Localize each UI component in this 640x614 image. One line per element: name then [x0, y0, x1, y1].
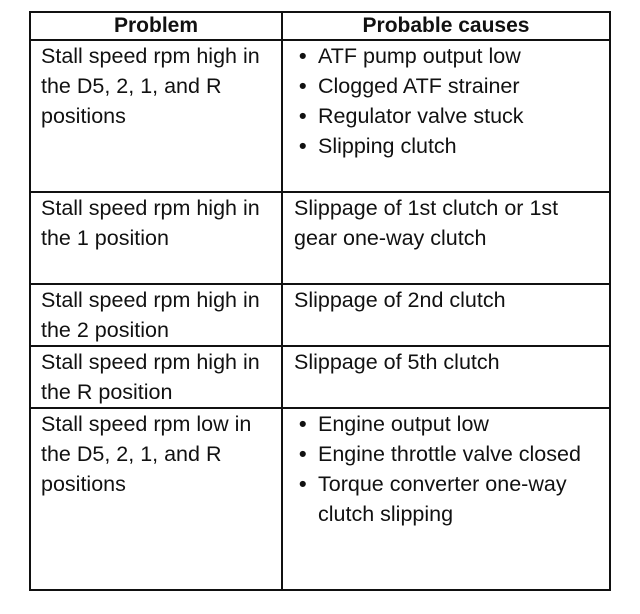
table-row — [30, 284, 610, 346]
causes-cell: Slippage of 1st clutch or 1st gear one-way clutch — [282, 192, 610, 284]
table-row — [30, 40, 610, 192]
cause-item: • Engine throttle valve closed — [294, 439, 603, 469]
header-row — [30, 12, 610, 40]
bullet-icon: • — [299, 74, 307, 98]
causes-cell: Slippage of 2nd clutch — [282, 284, 610, 346]
cause-item: • Clogged ATF strainer — [294, 71, 603, 101]
cause-item: • ATF pump output low — [294, 41, 603, 71]
causes-cell — [282, 40, 610, 192]
header-probable-causes: Probable causes — [282, 12, 610, 40]
table-row — [30, 192, 610, 284]
bullet-icon: • — [299, 44, 307, 68]
header-problem: Problem — [30, 12, 282, 40]
causes-list — [294, 409, 603, 529]
bullet-icon: • — [299, 134, 307, 158]
cause-item: • Engine output low — [294, 409, 603, 439]
problem-cell: Stall speed rpm high in the R position — [30, 346, 282, 408]
table-row — [30, 346, 610, 408]
troubleshooting-table — [29, 11, 611, 591]
table-row — [30, 408, 610, 590]
cause-item: • Regulator valve stuck — [294, 101, 603, 131]
causes-cell: Slippage of 5th clutch — [282, 346, 610, 408]
cause-item: • Slipping clutch — [294, 131, 603, 161]
bullet-icon: • — [299, 472, 307, 496]
problem-cell: Stall speed rpm high in the 2 position — [30, 284, 282, 346]
problem-cell: Stall speed rpm high in the D5, 2, 1, and R positions — [30, 40, 282, 192]
problem-cell: Stall speed rpm high in the 1 position — [30, 192, 282, 284]
bullet-icon: • — [299, 412, 307, 436]
bullet-icon: • — [299, 104, 307, 128]
problem-cell: Stall speed rpm low in the D5, 2, 1, and R positions — [30, 408, 282, 590]
causes-cell — [282, 408, 610, 590]
cause-item: • Torque converter one-way clutch slipping — [294, 469, 603, 529]
causes-list — [294, 41, 603, 161]
bullet-icon: • — [299, 442, 307, 466]
